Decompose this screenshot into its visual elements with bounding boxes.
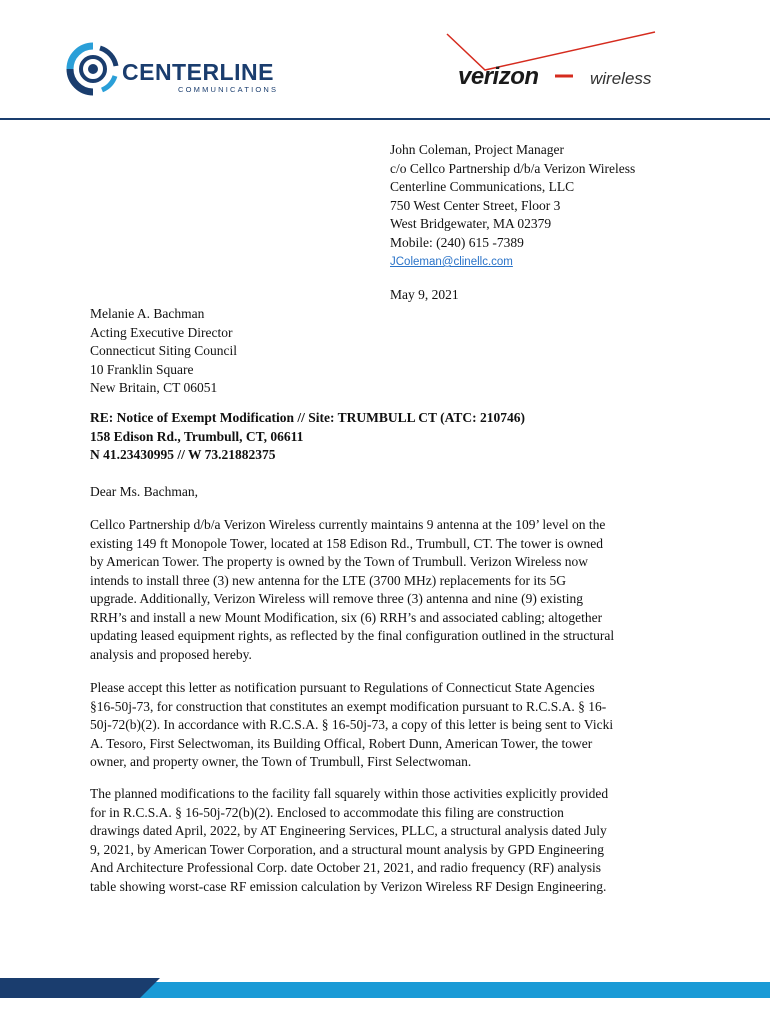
recipient-line: Acting Executive Director [90,324,233,340]
subject-line: RE: Notice of Exempt Modification // Site: TRUMBULL CT (ATC: 210746) [90,410,525,425]
centerline-brand-text: CENTERLINE [122,59,274,85]
sender-line: John Coleman, Project Manager [390,142,564,157]
recipient-block [90,305,237,398]
body-paragraph-1 [90,516,690,664]
subject-line: N 41.23430995 // W 73.21882375 [90,447,276,462]
paragraph-line: analysis and proposed hereby. [90,646,252,662]
centerline-sub-text: COMMUNICATIONS [178,85,279,94]
paragraph-line: RRH’s and install a new Mount Modification, six (6) RRH’s and associated cabling; altogether [90,609,603,625]
paragraph-line: Cellco Partnership d/b/a Verizon Wireless currently maintains 9 antenna at the 109’ level on the [90,517,606,532]
recipient-line: Connecticut Siting Council [90,343,237,358]
subject-line: 158 Edison Rd., Trumbull, CT, 06611 [90,428,304,444]
paragraph-line: existing 149 ft Monopole Tower, located at 158 Edison Rd., Trumbull, CT. The tower is owned [90,535,603,551]
paragraph-line: drawings dated April, 2022, by AT Engineering Services, PLLC, a structural analysis dated July [90,823,607,838]
paragraph-line: upgrade. Additionally, Verizon Wireless will remove three (3) antenna and nine (9) existing [90,591,583,606]
sender-line: 750 West Center Street, Floor 3 [390,197,561,213]
sender-line: Mobile: (240) 615 -7389 [390,234,524,250]
paragraph-line: updating leased equipment rights, as reflected by the final configuration outlined in the structural [90,628,615,643]
sender-email-link[interactable]: JColeman@clinellc.com [390,256,513,268]
paragraph-line: table showing worst-case RF emission calculation by Verizon Wireless RF Design Engineering. [90,878,607,894]
recipient-line: Melanie A. Bachman [90,306,205,321]
paragraph-line: §16-50j-73, for construction that constitutes an exempt modification pursuant to R.C.S.A. § 16- [90,698,607,714]
letterhead [0,0,770,120]
paragraph-line: Please accept this letter as notification pursuant to Regulations of Connecticut State Agencies [90,680,595,695]
sender-line: West Bridgewater, MA 02379 [390,216,552,231]
body-paragraph-2 [90,679,690,772]
salutation: Dear Ms. Bachman, [90,484,198,499]
paragraph-line: by American Tower. The property is owned by the Town of Trumbull. Verizon Wireless now [90,554,589,569]
sender-line: c/o Cellco Partnership d/b/a Verizon Wireless [390,160,636,176]
paragraph-line: for in R.C.S.A. § 16-50j-72(b)(2). Enclosed to accommodate this filing are construction [90,804,564,820]
paragraph-line: intends to install three (3) new antenna for the LTE (3700 MHz) replacements for its 5G [90,572,566,588]
sender-line: Centerline Communications, LLC [390,179,575,194]
verizon-wireless-text: wireless [590,69,652,88]
paragraph-line: 50j-72(b)(2). In accordance with R.C.S.A. § 16-50j-73, a copy of this letter is being sent to Vicki [90,717,614,732]
paragraph-line: A. Tesoro, First Selectwoman, its Building Offical, Robert Dunn, American Tower, the tower [90,735,593,751]
header-divider [0,118,770,120]
paragraph-line: The planned modifications to the facility fall squarely within those activities explicitly provided [90,786,609,801]
paragraph-line: And Architecture Professional Corp. date October 21, 2021, and radio frequency (RF) analysis [90,860,601,875]
footer-bar [0,978,770,998]
paragraph-line: 9, 2021, by American Tower Corporation, and a structural mount analysis by GPD Engineering [90,841,604,857]
recipient-line: 10 Franklin Square [90,361,194,377]
sender-block [390,141,635,272]
letter-date: May 9, 2021 [390,287,459,302]
verizon-brand-text: verizon [458,63,539,90]
paragraph-line: owner, and property owner, the Town of Trumbull, First Selectwoman. [90,754,472,769]
body-paragraph-3 [90,785,690,896]
subject-block [90,409,525,465]
recipient-line: New Britain, CT 06051 [90,380,218,395]
